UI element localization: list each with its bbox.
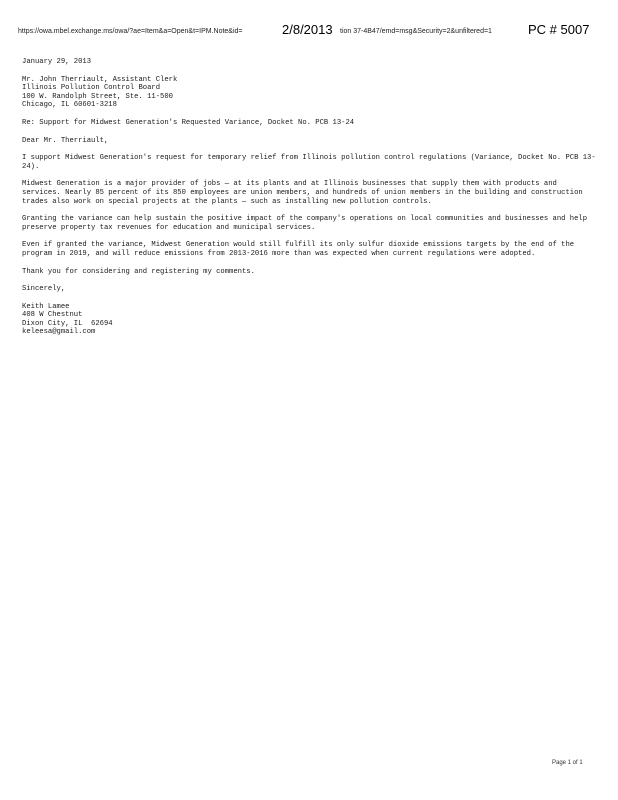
url-text: https://owa.mbel.exchange.ms/owa/?ae=Item&a=Open&t=IPM.Note&id= bbox=[18, 28, 243, 35]
paragraph: Even if granted the variance, Midwest Generation would still fulfill its only sulfur dioxide emissions targets by the end of the program in 2019, and will reduce emissions from 2013-2016 more than was expected when current regulations were adopted. bbox=[22, 241, 575, 258]
recipient-line: Illinois Pollution Control Board bbox=[22, 84, 161, 93]
signature-block bbox=[22, 303, 597, 337]
recipient-line: Chicago, IL 60601-3218 bbox=[22, 101, 117, 110]
paragraph: Midwest Generation is a major provider of jobs — at its plants and at Illinois businesses that supply them with products and services. Nearly 85 percent of its 850 employees are union members, and hundreds of union members in the building and construction trades also work on special projects at the plants — such as installing new pollution controls. bbox=[22, 180, 583, 206]
letter-body bbox=[22, 58, 597, 337]
recipient-line: Mr. John Therriault, Assistant Clerk bbox=[22, 75, 178, 84]
signature-line: keleesa@gmail.com bbox=[22, 328, 96, 337]
letter-date: January 29, 2013 bbox=[22, 58, 92, 66]
url-tail-text: tion 37-4B47/emd=msg&Security=2&unfiltered=1 bbox=[340, 28, 492, 35]
signature-line: Keith Lamee bbox=[22, 302, 70, 311]
subject-line: Re: Support for Midwest Generation's Requested Variance, Docket No. PCB 13-24 bbox=[22, 118, 355, 127]
recipient-block bbox=[22, 76, 597, 110]
pc-number-stamp: PC # 5007 bbox=[528, 22, 590, 37]
print-header bbox=[0, 22, 618, 40]
date-stamp: 2/8/2013 bbox=[282, 22, 333, 37]
paragraph: Thank you for considering and registering my comments. bbox=[22, 267, 255, 276]
page-number: Page 1 of 1 bbox=[552, 760, 583, 766]
closing: Sincerely, bbox=[22, 285, 66, 294]
salutation: Dear Mr. Therriault, bbox=[22, 136, 109, 145]
signature-line: 408 W Chestnut bbox=[22, 311, 83, 320]
paragraph: I support Midwest Generation's request for temporary relief from Illinois pollution control regulations (Variance, Docket No. PCB 13-24). bbox=[22, 154, 596, 171]
signature-line: Dixon City, IL 62694 bbox=[22, 319, 113, 328]
recipient-line: 100 W. Randolph Street, Ste. 11-500 bbox=[22, 92, 173, 101]
paragraph: Granting the variance can help sustain the positive impact of the company's operations on local communities and businesses and help preserve property tax revenues for education and municipal services. bbox=[22, 215, 588, 232]
